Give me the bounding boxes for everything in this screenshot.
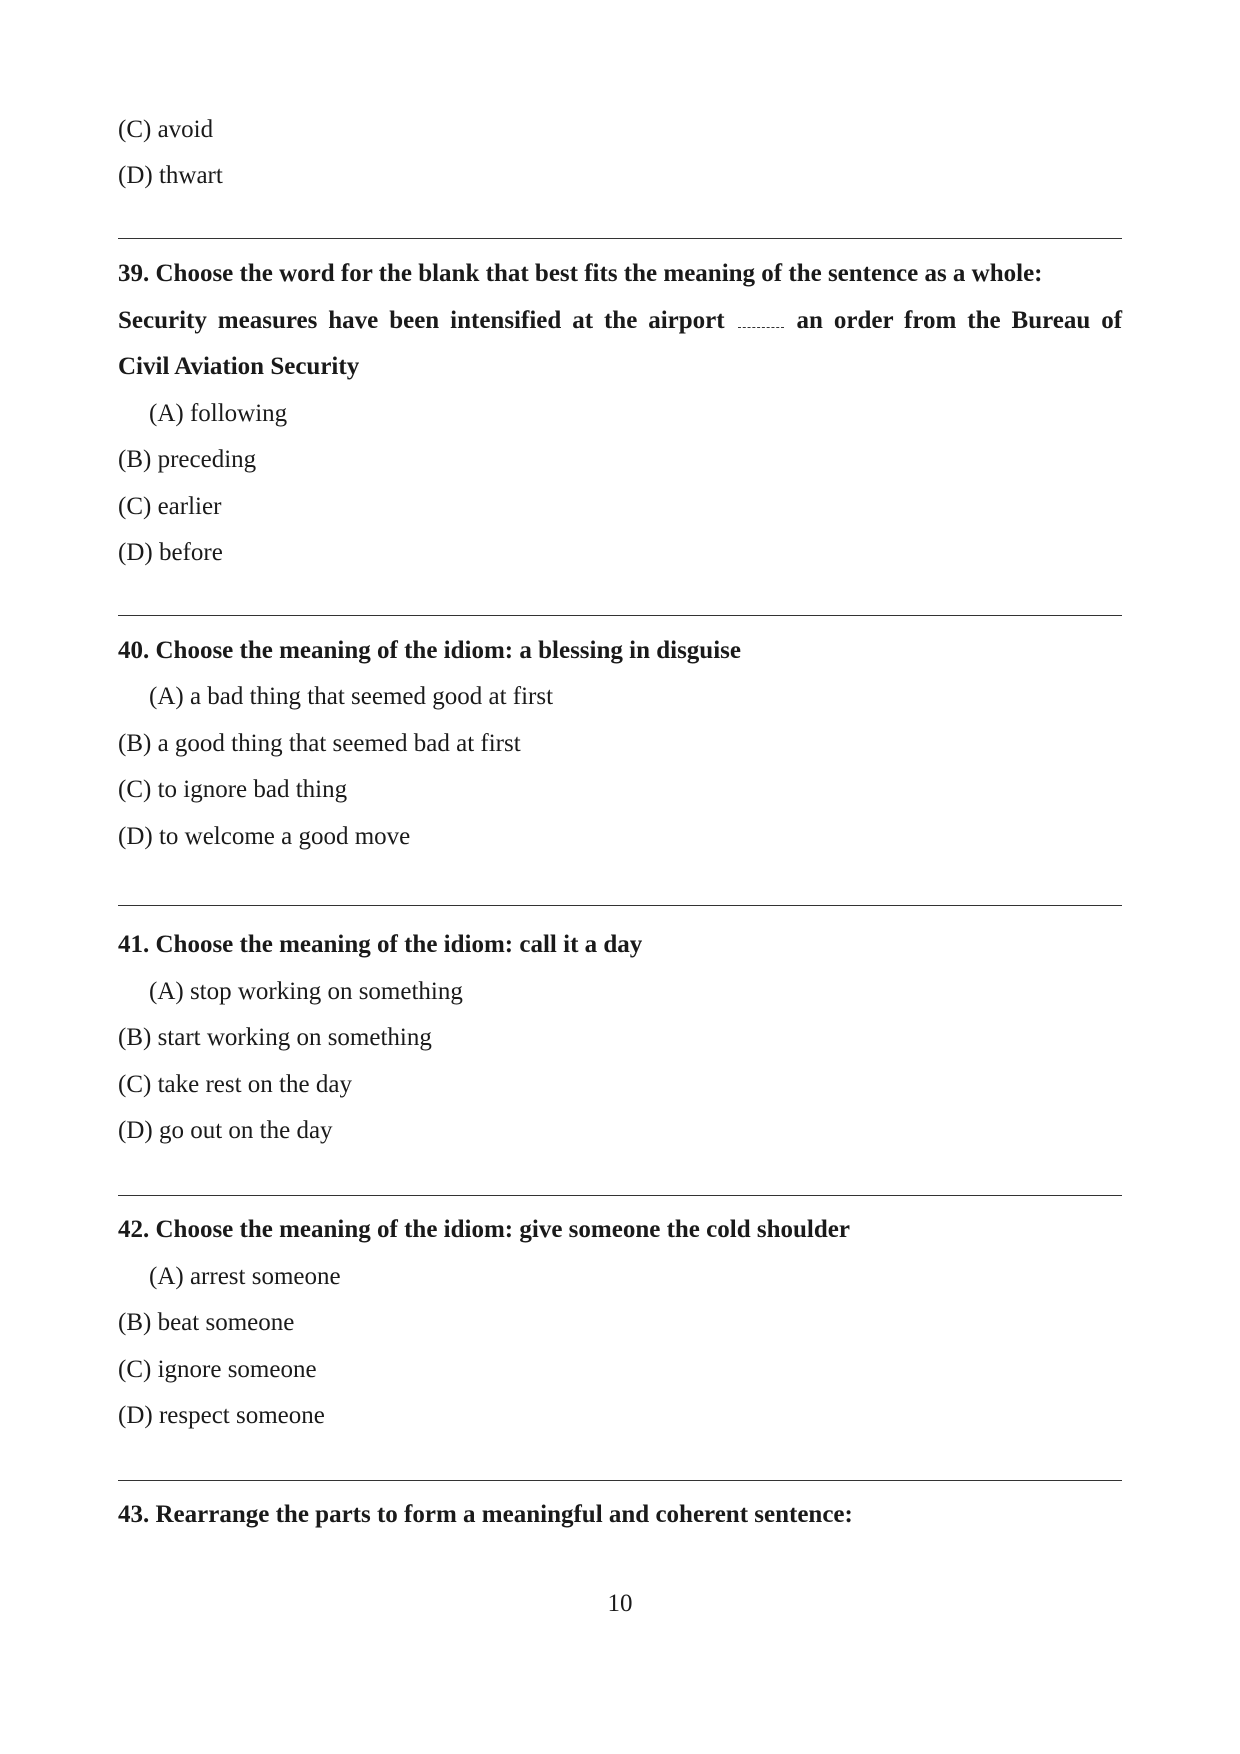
question-39-option-a: (A) following (149, 400, 288, 427)
question-40-option-c: (C) to ignore bad thing (118, 776, 348, 803)
question-41-option-a: (A) stop working on something (149, 978, 463, 1005)
question-39-option-c: (C) earlier (118, 493, 222, 520)
divider (118, 238, 1122, 239)
option-c: (C) avoid (118, 116, 214, 143)
question-41-option-b: (B) start working on something (118, 1024, 432, 1051)
question-39-option-d: (D) before (118, 539, 223, 566)
question-39-option-b: (B) preceding (118, 446, 257, 473)
question-41-option-d: (D) go out on the day (118, 1117, 333, 1144)
question-39-line-3: Civil Aviation Security (118, 353, 360, 380)
question-42-option-b: (B) beat someone (118, 1309, 295, 1336)
question-41-option-c: (C) take rest on the day (118, 1071, 352, 1098)
question-40-title: 40. Choose the meaning of the idiom: a blessing in disguise (118, 637, 741, 664)
question-39-line-1: 39. Choose the word for the blank that best fits the meaning of the sentence as a whole: (118, 260, 1043, 287)
question-42-option-c: (C) ignore someone (118, 1356, 317, 1383)
option-d: (D) thwart (118, 162, 223, 189)
question-39-text-before-blank: Security measures have been intensified at the airport (118, 307, 725, 334)
question-42-option-a: (A) arrest someone (149, 1263, 341, 1290)
question-39-text-after-blank: an order from the Bureau of (796, 307, 1123, 334)
question-42-option-d: (D) respect someone (118, 1402, 325, 1429)
answer-blank (738, 311, 784, 328)
question-41-title: 41. Choose the meaning of the idiom: call it a day (118, 931, 643, 958)
question-40-option-a: (A) a bad thing that seemed good at first (149, 683, 554, 710)
question-40-option-d: (D) to welcome a good move (118, 823, 411, 850)
divider (118, 905, 1122, 906)
divider (118, 1480, 1122, 1481)
divider (118, 1195, 1122, 1196)
question-42-title: 42. Choose the meaning of the idiom: give someone the cold shoulder (118, 1216, 850, 1243)
question-39-line-2 (118, 306, 1122, 336)
page-number: 10 (607, 1590, 633, 1617)
question-43-title: 43. Rearrange the parts to form a meaningful and coherent sentence: (118, 1501, 853, 1528)
question-40-option-b: (B) a good thing that seemed bad at first (118, 730, 521, 757)
divider (118, 615, 1122, 616)
